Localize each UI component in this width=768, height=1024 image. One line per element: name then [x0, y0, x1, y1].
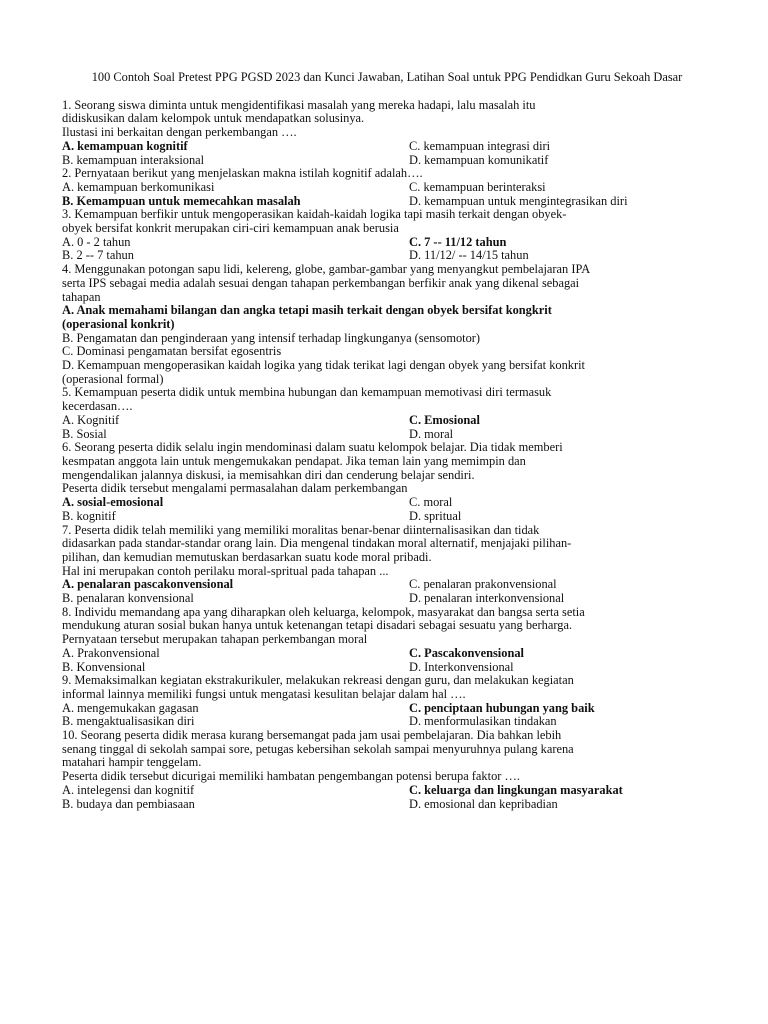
- question-text-line: 9. Memaksimalkan kegiatan ekstrakurikuler, melakukan rekreasi dengan guru, dan melakukan kegiatan: [62, 673, 574, 688]
- answer-option-correct: A. kemampuan kognitif: [62, 138, 188, 153]
- answer-option: A. mengemukakan gagasan: [62, 700, 199, 715]
- answer-option-correct: C. 7 -- 11/12 tahun: [409, 234, 507, 249]
- answer-option: B. budaya dan pembiasaan: [62, 796, 195, 811]
- answer-option: B. kognitif: [62, 508, 116, 523]
- question-list: [62, 99, 712, 812]
- document-page: [62, 71, 712, 811]
- question-text-line: 5. Kemampuan peserta didik untuk membina hubungan dan kemampuan memotivasi diri termasuk: [62, 385, 552, 400]
- answer-options: [62, 647, 712, 674]
- question-text-line: 1. Seorang siswa diminta untuk mengidentifikasi masalah yang mereka hadapi, lalu masalah itu: [62, 97, 536, 112]
- answer-option-correct: C. Emosional: [409, 412, 480, 427]
- answer-options: [62, 784, 712, 811]
- answer-option: C. penalaran prakonvensional: [409, 577, 557, 592]
- answer-option: B. Sosial: [62, 426, 107, 441]
- question-text-line: didasarkan pada standar-standar orang lain. Dia mengenal tindakan moral alternatif, menjajaki pilihan-: [62, 536, 572, 551]
- answer-option: D. menformulasikan tindakan: [409, 714, 557, 729]
- question-block: [62, 729, 712, 811]
- answer-option: B. 2 -- 7 tahun: [62, 248, 134, 263]
- question-text-line: 2. Pernyataan berikut yang menjelaskan makna istilah kognitif adalah….: [62, 166, 423, 181]
- question-text-line: kecerdasan….: [62, 399, 133, 414]
- answer-options: [62, 181, 712, 208]
- answer-option: B. kemampuan interaksional: [62, 152, 205, 167]
- question-block: [62, 524, 712, 606]
- answer-option: C. Dominasi pengamatan bersifat egosentris: [62, 344, 282, 359]
- question-text-line: 8. Individu memandang apa yang diharapkan oleh keluarga, kelompok, masyarakat dan bangsa serta setia: [62, 604, 585, 619]
- answer-options: [62, 236, 712, 263]
- answer-option: C. moral: [409, 495, 453, 510]
- answer-option-correct: A. Anak memahami bilangan dan angka tetapi masih terkait dengan obyek bersifat kongkrit: [62, 303, 552, 318]
- answer-option-correct: A. penalaran pascakonvensional: [62, 577, 234, 592]
- question-block: [62, 99, 712, 168]
- question-text-line: 10. Seorang peserta didik merasa kurang bersemangat pada jam usai pembelajaran. Dia bahkan lebih: [62, 728, 562, 743]
- question-block: [62, 263, 712, 386]
- answer-option: A. intelegensi dan kognitif: [62, 782, 195, 797]
- question-text-line: senang tinggal di sekolah sampai sore, petugas kebersihan sekolah sampai menyuruhnya pulang karena: [62, 741, 574, 756]
- answer-option: C. kemampuan berinteraksi: [409, 179, 546, 194]
- answer-option: D. moral: [409, 426, 454, 441]
- answer-option: D. spritual: [409, 508, 462, 523]
- answer-option: C. kemampuan integrasi diri: [409, 138, 551, 153]
- answer-option: D. kemampuan untuk mengintegrasikan diri: [409, 193, 628, 208]
- question-text-line: kesmpatan anggota lain untuk mengemukakan pendapat. Jika teman lain yang memimpin dan: [62, 453, 526, 468]
- document-title: 100 Contoh Soal Pretest PPG PGSD 2023 dan Kunci Jawaban, Latihan Soal untuk PPG Pendidkan Guru Sekoah Dasar: [91, 70, 683, 84]
- question-text-line: informal lainnya memiliki fungsi untuk mengatasi kesulitan belajar dalam hal ….: [62, 686, 466, 701]
- answer-option-correct: A. sosial-emosional: [62, 495, 164, 510]
- question-text-line: mendukung aturan sosial bukan hanya untuk ketenangan tetapi disadari sebagai sesuatu yang berharga.: [62, 618, 573, 633]
- question-text-line: Peserta didik tersebut dicurigai memiliki hambatan pengembangan potensi berupa faktor ….: [62, 769, 520, 784]
- answer-option: D. Kemampuan mengoperasikan kaidah logika yang tidak terikat lagi dengan obyek yang bersifat konkrit: [62, 358, 586, 373]
- answer-option: D. kemampuan komunikatif: [409, 152, 549, 167]
- answer-option: A. Prakonvensional: [62, 645, 160, 660]
- question-text-line: serta IPS sebagai media adalah sesuai dengan tahapan perkembangan berfikir anak yang dikenal sebagai: [62, 275, 580, 290]
- question-text-line: Pernyataan tersebut merupakan tahapan perkembangan moral: [62, 632, 368, 647]
- answer-option: B. penalaran konvensional: [62, 591, 194, 606]
- answer-option: D. penalaran interkonvensional: [409, 591, 565, 606]
- answer-option: (operasional formal): [62, 371, 164, 386]
- answer-option: A. Kognitif: [62, 412, 120, 427]
- question-text-line: matahari hampir tenggelam.: [62, 755, 202, 770]
- answer-options: [62, 496, 712, 523]
- question-text-line: tahapan: [62, 289, 101, 304]
- answer-options: [62, 140, 712, 167]
- question-text-line: pilihan, dan kemudian memutuskan berdasarkan suatu kode moral pribadi.: [62, 549, 432, 564]
- answer-option: A. 0 - 2 tahun: [62, 234, 131, 249]
- answer-options: [62, 414, 712, 441]
- answer-option-correct: C. Pascakonvensional: [409, 645, 524, 660]
- question-text-line: 3. Kemampuan berfikir untuk mengoperasikan kaidah-kaidah logika tapi masih terkait dengan obyek-: [62, 207, 567, 222]
- answer-option: B. mengaktualisasikan diri: [62, 714, 195, 729]
- question-text-line: obyek bersifat konkrit merupakan ciri-ciri kemampuan anak berusia: [62, 221, 399, 236]
- answer-option: D. Interkonvensional: [409, 659, 514, 674]
- answer-options: [62, 578, 712, 605]
- question-text-line: mengendalikan jalannya diskusi, ia memisahkan diri dan cenderung belajar sendiri.: [62, 467, 475, 482]
- question-block: [62, 674, 712, 729]
- question-text-line: Hal ini merupakan contoh perilaku moral-spritual pada tahapan ...: [62, 563, 389, 578]
- question-block: [62, 441, 712, 523]
- answer-option: D. emosional dan kepribadian: [409, 796, 558, 811]
- question-text-line: didiskusikan dalam kelompok untuk mendapatkan solusinya.: [62, 111, 365, 126]
- answer-option: B. Konvensional: [62, 659, 146, 674]
- question-text-line: 7. Peserta didik telah memiliki yang memiliki moralitas benar-benar diinternalisasikan dan tidak: [62, 522, 540, 537]
- question-text-line: 6. Seorang peserta didik selalu ingin mendominasi dalam suatu kelompok belajar. Dia tidak memberi: [62, 440, 563, 455]
- question-text-line: 4. Menggunakan potongan sapu lidi, kelereng, globe, gambar-gambar yang menyangkut pembelajaran IPA: [62, 262, 591, 277]
- question-block: [62, 606, 712, 675]
- answer-option: D. 11/12/ -- 14/15 tahun: [409, 248, 529, 263]
- question-text-line: Ilustasi ini berkaitan dengan perkembangan ….: [62, 125, 297, 140]
- question-block: [62, 208, 712, 263]
- answer-options: [62, 702, 712, 729]
- question-block: [62, 167, 712, 208]
- answer-option-correct: B. Kemampuan untuk memecahkan masalah: [62, 193, 301, 208]
- answer-option-correct: C. penciptaan hubungan yang baik: [409, 700, 595, 715]
- answer-option-correct: (operasional konkrit): [62, 316, 175, 331]
- answer-option: A. kemampuan berkomunikasi: [62, 179, 215, 194]
- question-text-line: Peserta didik tersebut mengalami permasalahan dalam perkembangan: [62, 481, 408, 496]
- answer-option: B. Pengamatan dan penginderaan yang intensif terhadap lingkunganya (sensomotor): [62, 330, 481, 345]
- question-block: [62, 386, 712, 441]
- answer-option-correct: C. keluarga dan lingkungan masyarakat: [409, 782, 623, 797]
